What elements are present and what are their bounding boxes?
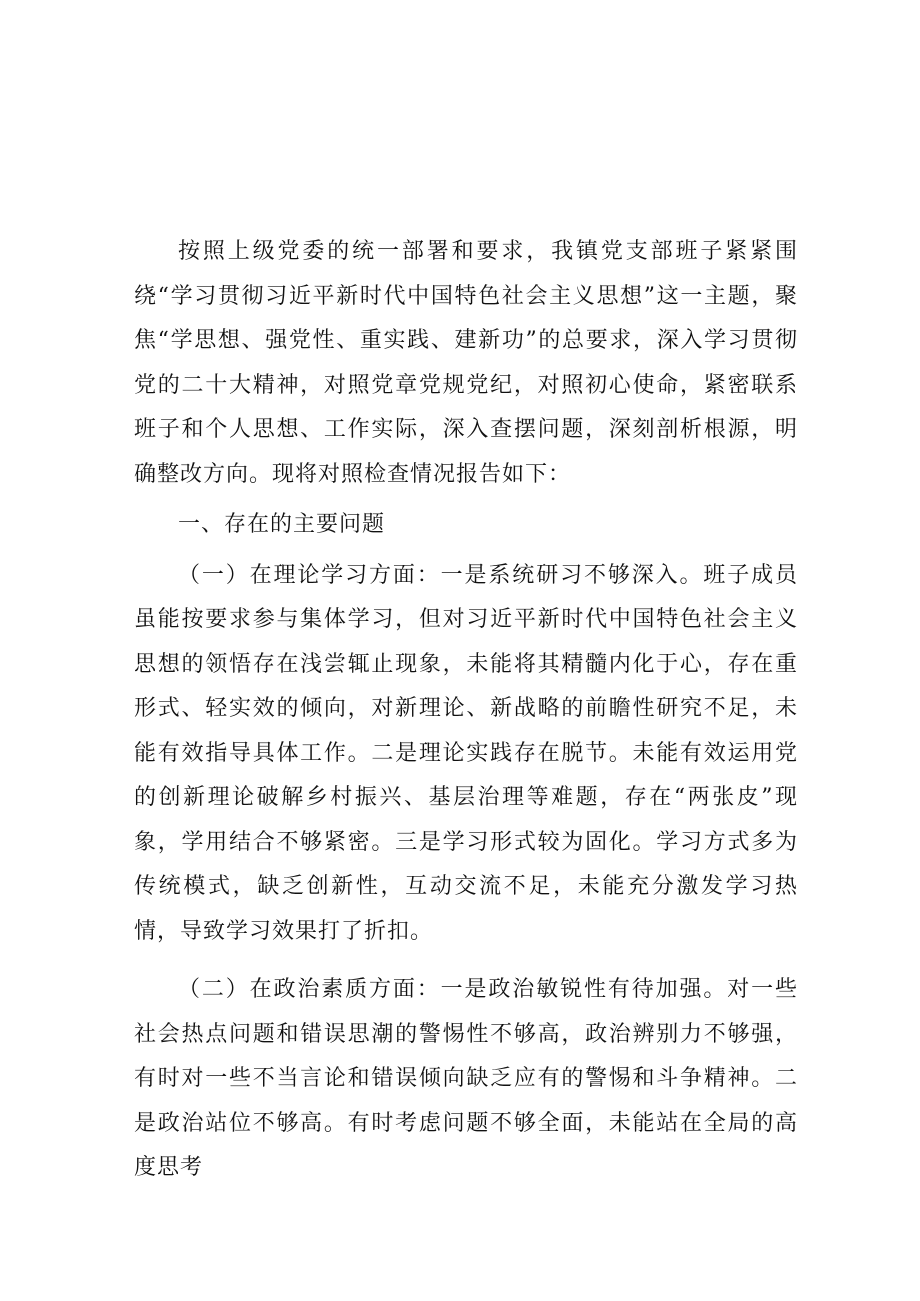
intro-paragraph: 按照上级党委的统一部署和要求，我镇党支部班子紧紧围绕“学习贯彻习近平新时代中国特色社会主义思想”这一主题，聚焦“学思想、强党性、重实践、建新功”的总要求，深入学习贯彻党的二十大精神，对照党章党规党纪，对照初心使命，紧密联系班子和个人思想、工作实际，深入查摆问题，深刻剖析根源，明确整改方向。现将对照检查情况报告如下：: [134, 239, 798, 487]
political-quality-paragraph: （二）在政治素质方面：一是政治敏锐性有待加强。对一些社会热点问题和错误思潮的警惕性不够高，政治辨别力不够强，有时对一些不当言论和错误倾向缺乏应有的警惕和斗争精神。二是政治站位不够高。有时考虑问题不够全面，未能站在全局的高度思考: [134, 977, 798, 1180]
section-heading: 一、存在的主要问题: [178, 512, 386, 537]
document-body: [134, 230, 798, 1191]
theory-study-paragraph: （一）在理论学习方面：一是系统研习不够深入。班子成员虽能按要求参与集体学习，但对习近平新时代中国特色社会主义思想的领悟存在浅尝辄止现象，未能将其精髓内化于心，存在重形式、轻实效的倾向，对新理论、新战略的前瞻性研究不足，未能有效指导具体工作。二是理论实践存在脱节。未能有效运用党的创新理论破解乡村振兴、基层治理等难题，存在“两张皮”现象，学用结合不够紧密。三是学习形式较为固化。学习方式多为传统模式，缺乏创新性，互动交流不足，未能充分激发学习热情，导致学习效果打了折扣。: [134, 562, 798, 944]
